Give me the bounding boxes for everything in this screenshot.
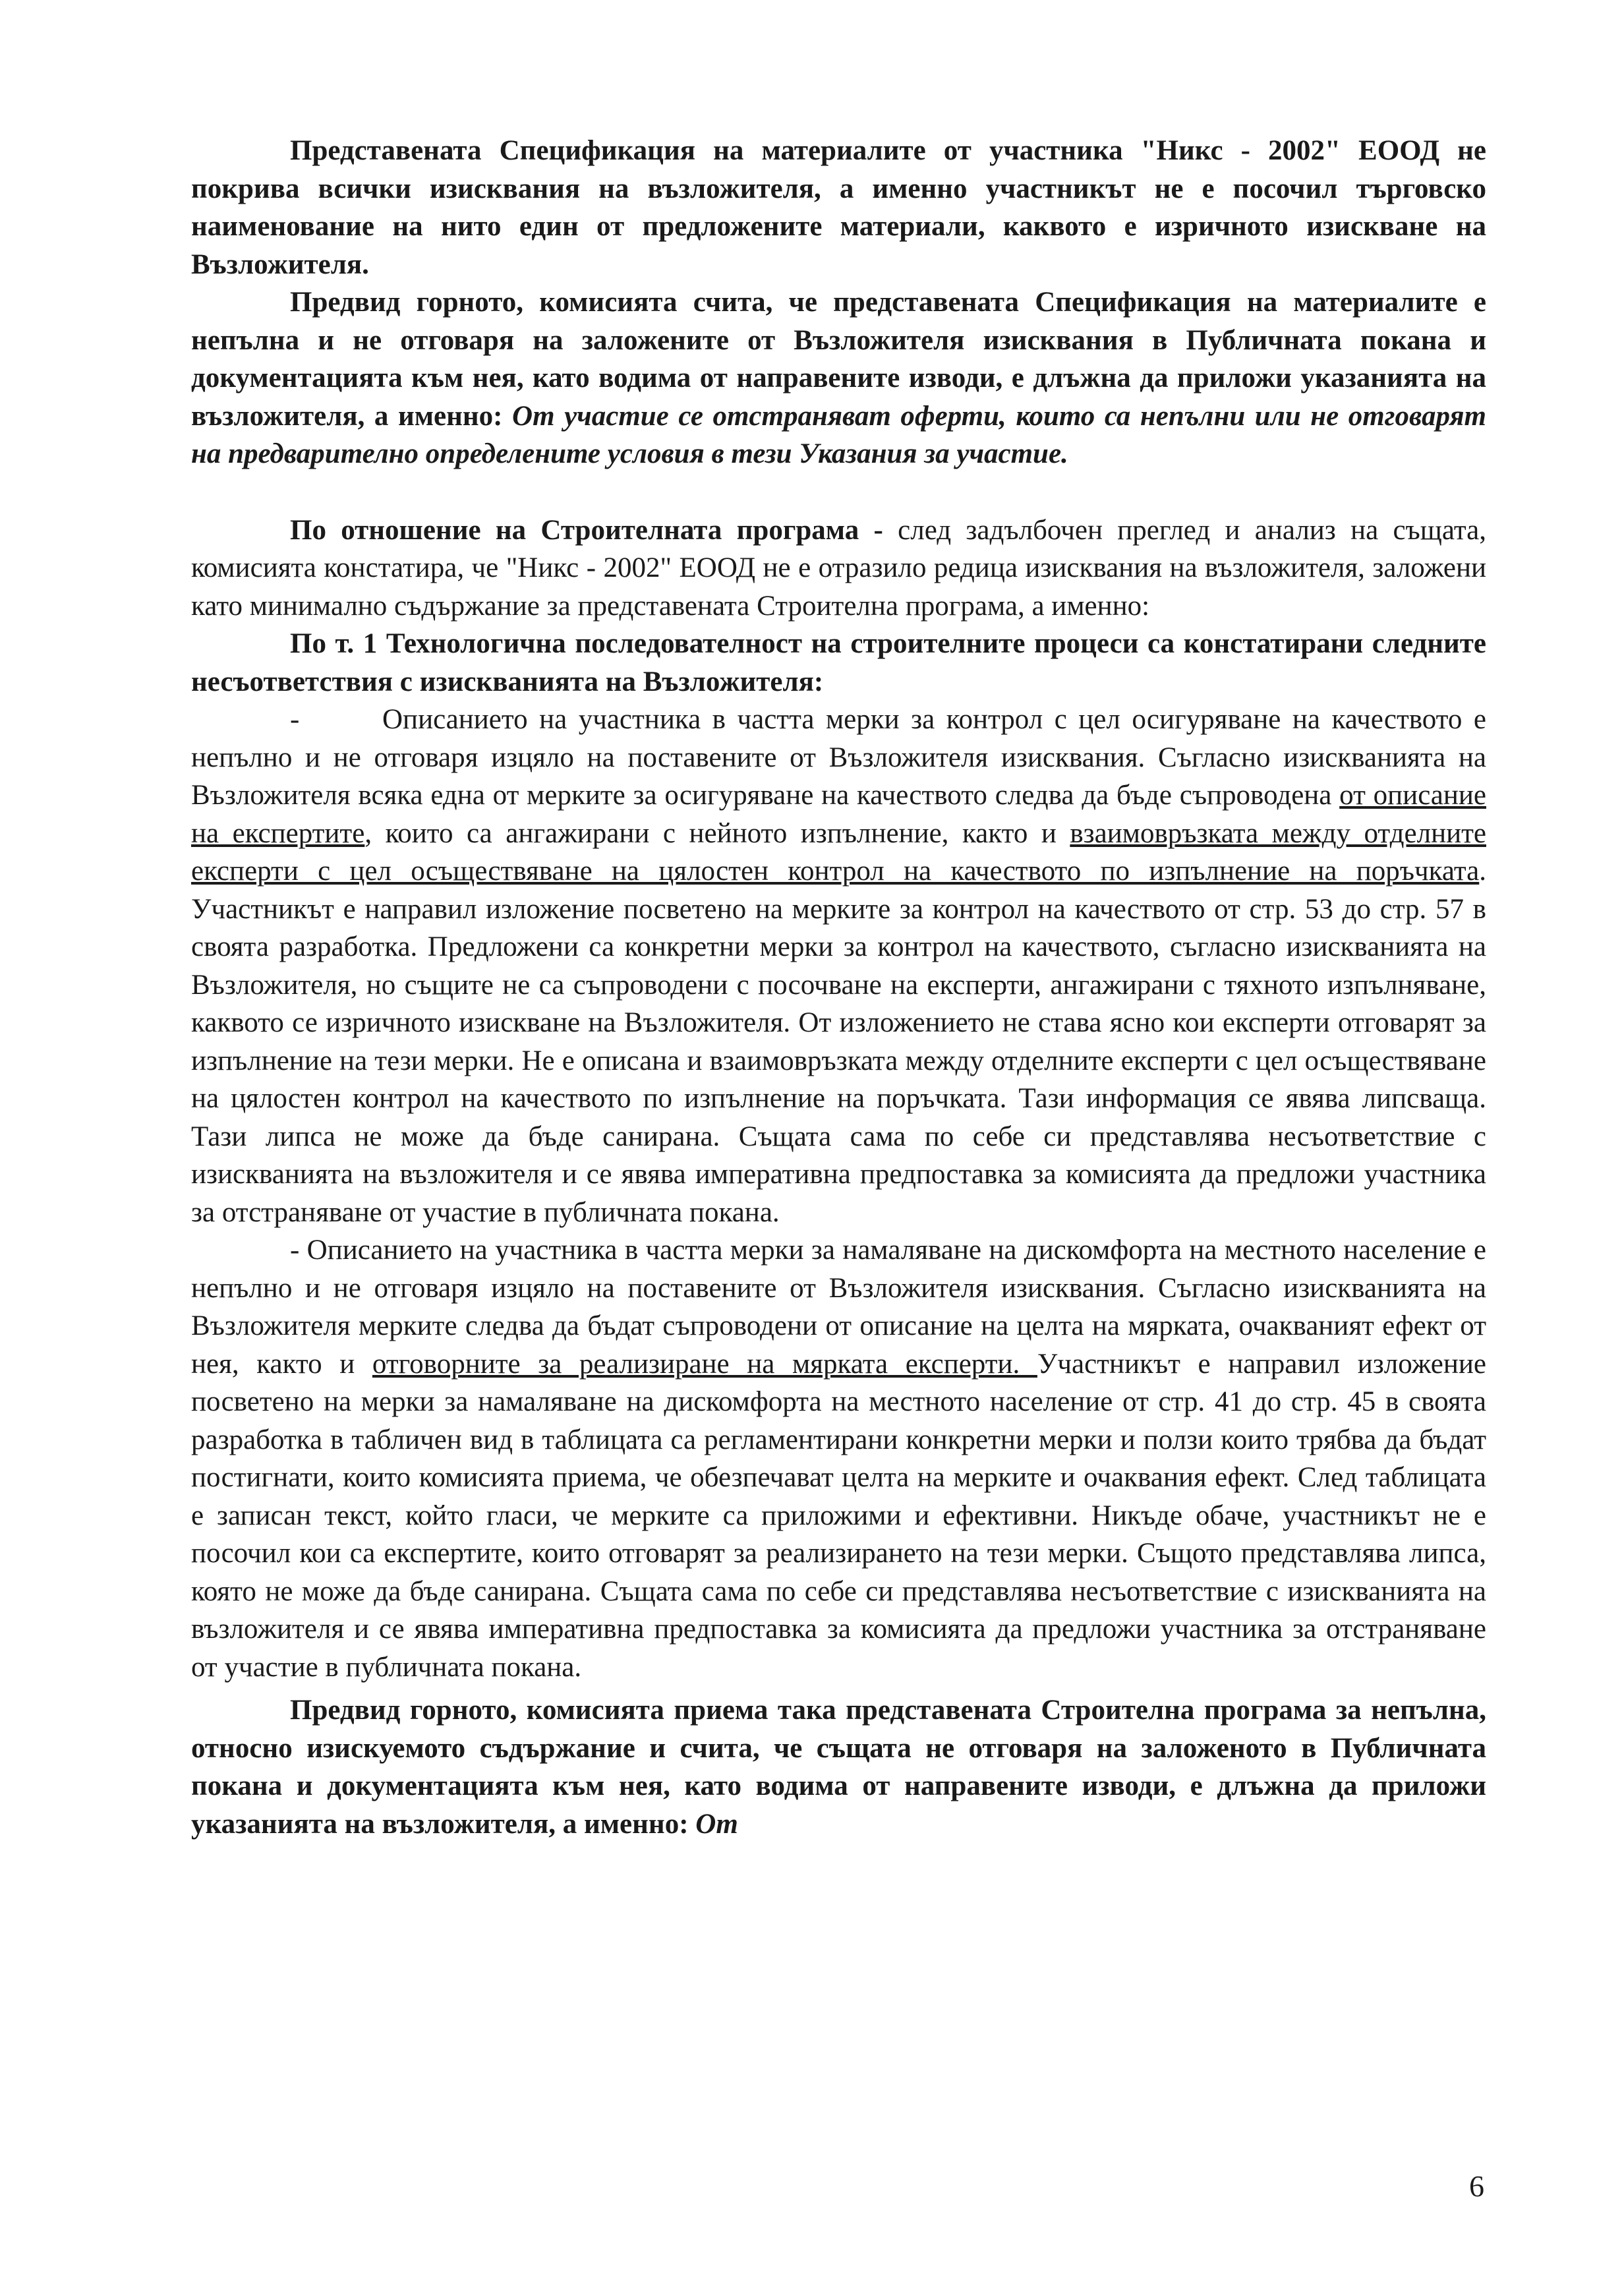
quality-control-underline-1: от описание на експертите bbox=[191, 780, 1486, 849]
paragraph-discomfort-measures bbox=[191, 1231, 1486, 1686]
paragraph-specification-text: Представената Спецификация на материалите от участника "Никс - 2002" ЕООД не покрива всички изисквания на възложителя, а именно участникът не е посочил търговско наименование на нито един от предложените материали, каквото е изричното изискване на Възложителя. bbox=[191, 135, 1486, 280]
quality-control-text-b: , които са ангажирани с нейното изпълнение, както и bbox=[364, 817, 1070, 849]
paragraph-specification bbox=[191, 132, 1486, 283]
conclusion-text: Предвид горното, комисията считa, че представената Спецификация на материалите е непълна и не отговаря на заложените от Възложителя изисквания в Публичната покана и документацията към нея, като водима от направените изводи, е длъжна да приложи указанията на възложителя, а именно: bbox=[191, 287, 1486, 432]
page-number: 6 bbox=[1469, 2169, 1484, 2203]
conclusion-quote: От участие се отстраняват оферти, които са непълни или не отговарят на предварително определените условия в тези Указания за участие. bbox=[191, 400, 1487, 469]
list-dash: - bbox=[290, 704, 300, 735]
discomfort-text-b: Участникът е направил изложение посветено на мерки за намаляване на дискомфорта на местното население от стр. 41 до стр. 45 в своята разработка в табличен вид в таблицата са регламентирани конкретни мерки и ползи които трябва да бъдат постигнати, които комисията приема, че обезпечават целта на мерките и очаквания ефект. След таблицата е записан текст, който гласи, че мерките са приложими и ефективни. Никъде обаче, участникът не е посочил кои са експертите, които отговарят за реализирането на тези мерки. Същото представлява липса, която не може да бъде санирана. Същата сама по себе си представлява несъответствие с изискванията на възложителя и се явява императивна предпоставка за комисията да предложи участника за отстраняване от участие в публичната покана. bbox=[191, 1348, 1486, 1683]
paragraph-quality-control bbox=[191, 701, 1486, 1231]
document-page bbox=[191, 132, 1486, 1843]
paragraph-gap bbox=[191, 473, 1486, 511]
construction-program-heading: По отношение на Строителната програма - bbox=[290, 514, 883, 546]
discomfort-text-a: - Описанието на участника в частта мерки за намаляване на дискомфорта на местното население е непълно и не отговаря изцяло на поставените от Възложителя изисквания. Съгласно изискванията на Възложителя мерките следва да бъдат съпроводени от описание на целта на мярката, очакваният ефект от нея, както и bbox=[191, 1235, 1486, 1380]
paragraph-final-conclusion bbox=[191, 1691, 1486, 1843]
paragraph-point-1 bbox=[191, 625, 1486, 701]
final-conclusion-quote: От bbox=[695, 1808, 738, 1840]
construction-program-text: след задълбочен преглед и анализ на същата, комисията констатира, че "Никс - 2002" ЕООД не е отразило редица изисквания на възложителя, заложени като минимално съдържание за представената Строителна програма, а именно: bbox=[191, 514, 1486, 622]
quality-control-text-a: Описанието на участника в частта мерки за контрол с цел осигуряване на качеството е непълно и не отговаря изцяло на поставените от Възложителя изисквания. Съгласно изискванията на Възложителя всяка една от мерките за осигуряване на качеството следва да бъде съпроводена bbox=[191, 704, 1486, 811]
discomfort-underline: отговорните за реализиране на мярката експерти. bbox=[372, 1348, 1037, 1380]
quality-control-text-c: . Участникът е направил изложение посветено на мерките за контрол на качеството от стр. 53 до стр. 57 в своята разработка. Предложени са конкретни мерки за контрол на качеството, съгласно изискванията на Възложителя, но същите не са съпроводени с посочване на експерти, ангажирани с тяхното изпълняване, каквото се изричното изискване на Възложителя. От изложението не става ясно кои експерти отговарят за изпълнение на тези мерки. Не е описана и взаимовръзката между отделните експерти с цел осъществяване на цялостен контрол на качеството по изпълнение на поръчката. Тази информация се явява липсваща. Тази липса не може да бъде санирана. Същата сама по себе си представлява несъответствие с изискванията на възложителя и се явява императивна предпоставка за комисията да предложи участника за отстраняване от участие в публичната покана. bbox=[191, 856, 1486, 1228]
point-1-heading: По т. 1 Технологична последователност на строителните процеси са констатирани следните несъответствия с изискванията на Възложителя: bbox=[191, 628, 1486, 697]
quality-control-underline-2: взаимовръзката между отделните експерти с цел осъществяване на цялостен контрол на качеството по изпълнение на поръчката bbox=[191, 817, 1486, 887]
paragraph-commission-conclusion bbox=[191, 283, 1486, 473]
paragraph-construction-program bbox=[191, 511, 1486, 626]
final-conclusion-text: Предвид горното, комисията приема така представената Строителна програма за непълна, относно изискуемото съдържание и счита, че същата не отговаря на заложеното в Публичната покана и документацията към нея, като водима от направените изводи, е длъжна да приложи указанията на възложителя, а именно: bbox=[191, 1695, 1486, 1840]
